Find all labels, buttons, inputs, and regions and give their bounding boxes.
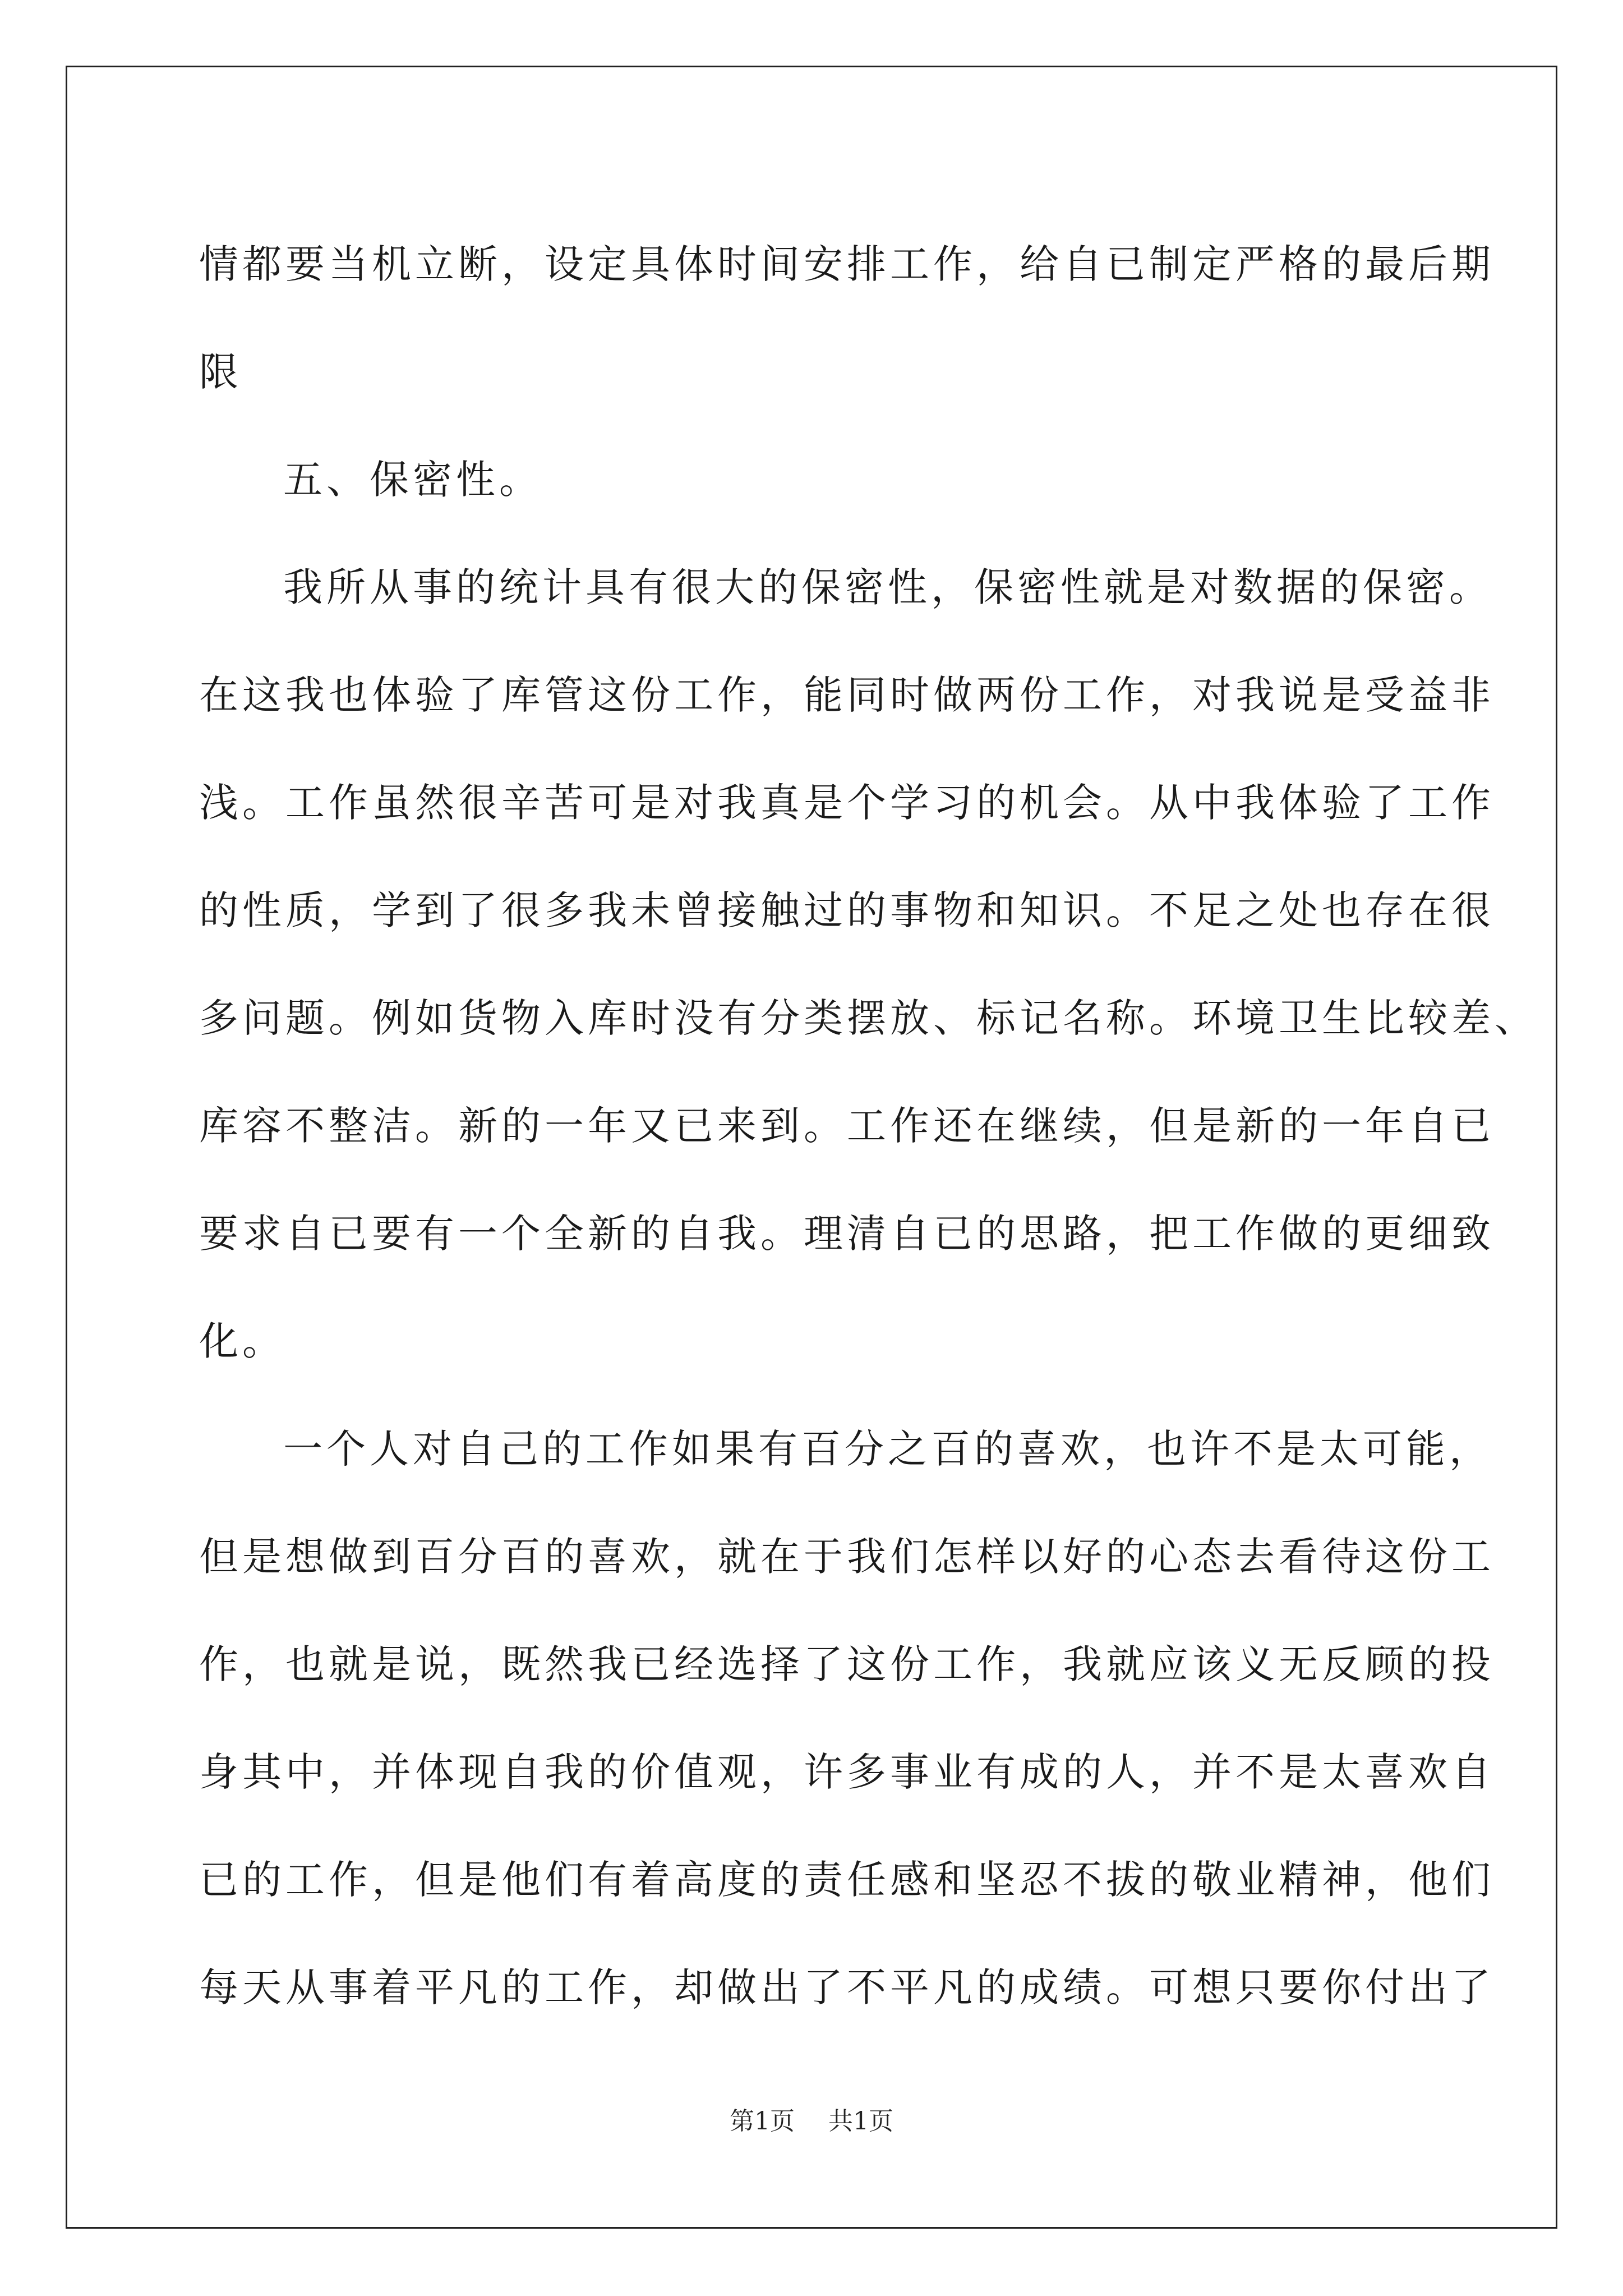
text-line: 作，也就是说，既然我已经选择了这份工作，我就应该义无反顾的投 <box>199 1641 1495 1687</box>
text-line: 一个人对自己的工作如果有百分之百的喜欢，也许不是太可能， <box>283 1426 1492 1472</box>
page-number: 第1页 <box>730 2107 795 2136</box>
text-line: 限 <box>199 349 242 395</box>
text-line: 但是想做到百分百的喜欢，就在于我们怎样以好的心态去看待这份工 <box>199 1534 1495 1580</box>
text-line: 在这我也体验了库管这份工作，能同时做两份工作，对我说是受益非 <box>199 672 1495 718</box>
text-line: 多问题。例如货物入库时没有分类摆放、标记名称。环境卫生比较差、 <box>199 995 1538 1041</box>
text-line: 库容不整洁。新的一年又已来到。工作还在继续，但是新的一年自已 <box>199 1103 1495 1149</box>
text-line: 浅。工作虽然很辛苦可是对我真是个学习的机会。从中我体验了工作 <box>199 780 1495 826</box>
text-line: 化。 <box>199 1318 285 1364</box>
page-total: 共1页 <box>828 2107 893 2136</box>
text-line: 已的工作，但是他们有着高度的责任感和坚忍不拔的敬业精神，他们 <box>199 1857 1495 1903</box>
section-heading: 五、保密性。 <box>283 457 542 503</box>
text-line: 情都要当机立断，设定具体时间安排工作，给自已制定严格的最后期 <box>199 241 1495 287</box>
text-line: 要求自已要有一个全新的自我。理清自已的思路，把工作做的更细致 <box>199 1211 1495 1257</box>
text-line: 的性质，学到了很多我未曾接触过的事物和知识。不足之处也存在很 <box>199 887 1495 933</box>
text-line: 身其中，并体现自我的价值观，许多事业有成的人，并不是太喜欢自 <box>199 1749 1495 1795</box>
page-footer <box>0 2101 1623 2137</box>
document-body <box>199 210 1538 2041</box>
text-line: 我所从事的统计具有很大的保密性，保密性就是对数据的保密。 <box>283 564 1492 610</box>
text-line: 每天从事着平凡的工作，却做出了不平凡的成绩。可想只要你付出了 <box>199 1964 1495 2010</box>
